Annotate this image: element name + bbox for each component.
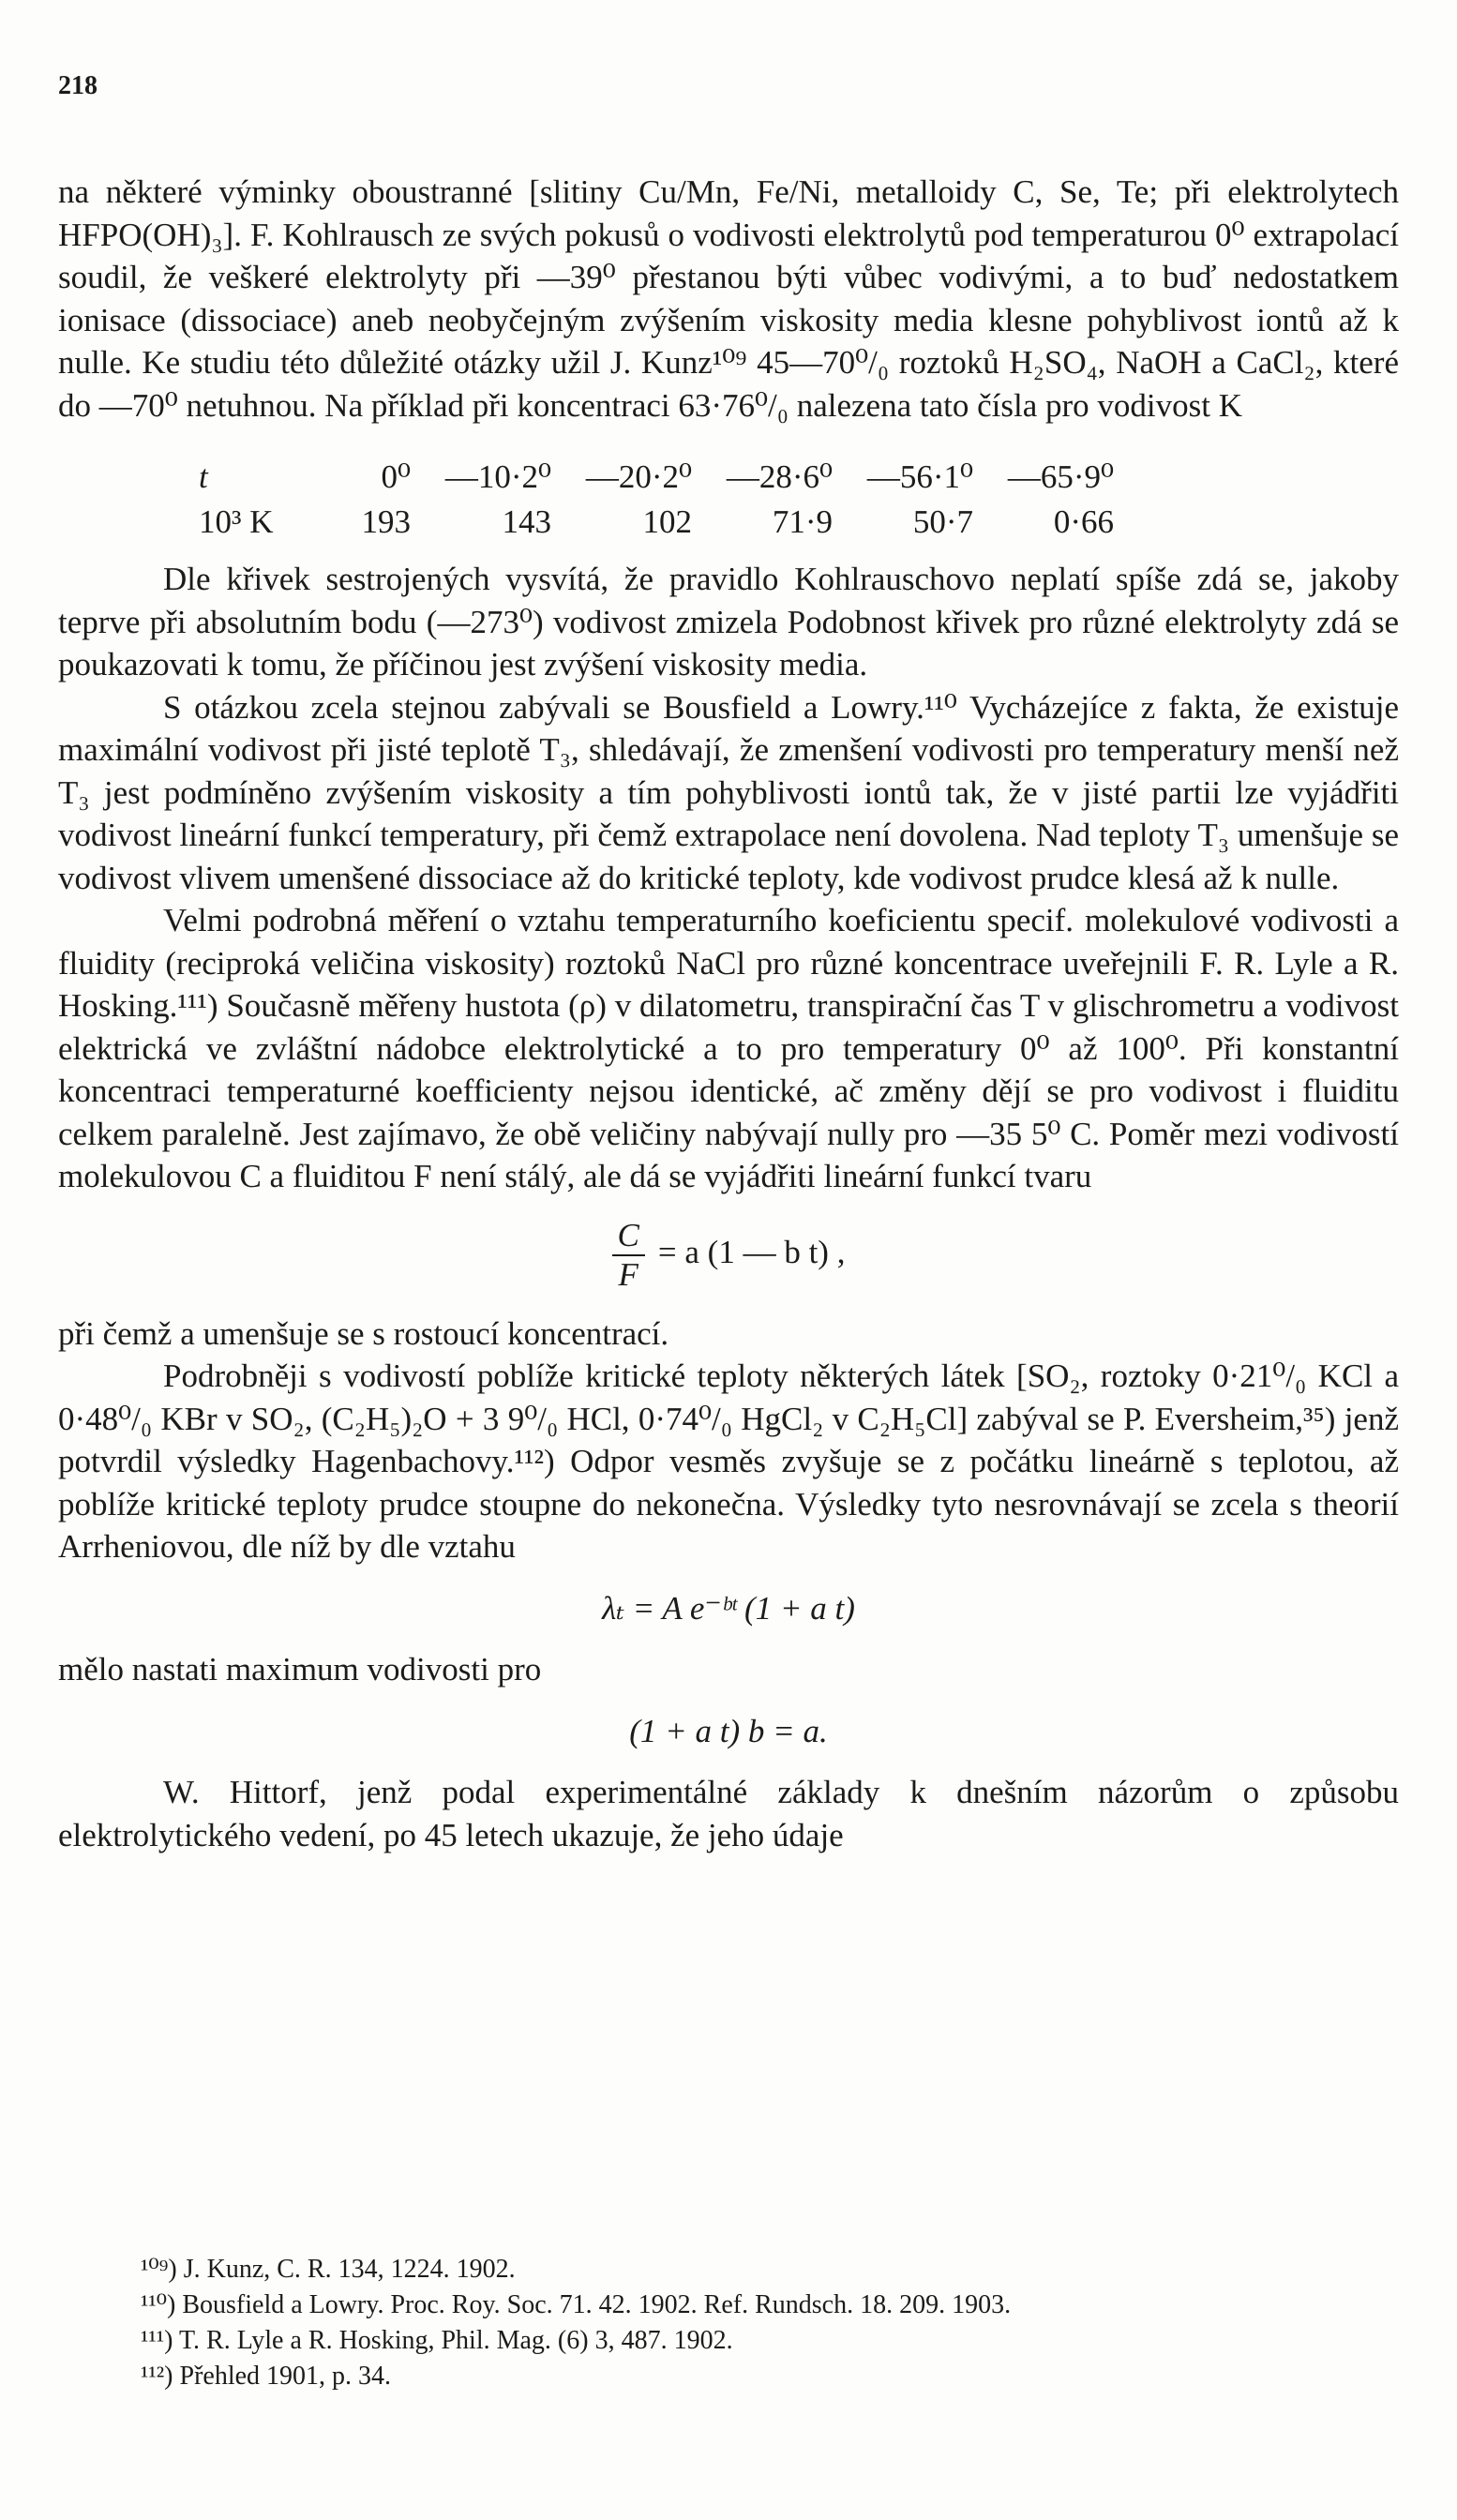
paragraph-4: Velmi podrobná měření o vztahu temperaturního koeficientu specif. molekulové vodivosti a fluidity (reciproká veličina viskosity) roztoků NaCl pro různé koncentrace uveřejnili F. R. Lyle a R. Hosking.¹¹¹) Současně měřeny hustota (ρ) v dilatometru, transpirační čas T v glischrometru a vodivost elektrická ve zvláštní nádobce elektrolytické a to pro temperatury 0⁰ až 100⁰. Při konstantní koncentraci temperaturné koefficienty nejsou identické, ač změny dějí se pro vodivost i fluiditu celkem paralelně. Jest zajímavo, že obě veličiny nabývají nully pro —35 5⁰ C. Poměr mezi vodivostí molekulovou C a fluiditou F není stálý, ale dá se vyjádřiti lineární funkcí tvaru [58,902,1399,1194]
paragraph-6: Podrobněji s vodivostí poblíže kritické teploty některých látek [SO₂, roztoky 0·21⁰/₀ KCl a 0·48⁰/₀ KBr v SO₂, (C₂H₅)₂O + 3 9⁰/₀ HCl, 0·74⁰/₀ HgCl₂ v C₂H₅Cl] zabýval se P. Eversheim,³⁵) jenž potvrdil výsledky Hagenbachovy.¹¹²) Odpor vesměs zvyšuje se z počátku lineárně s teplotou, až poblíže kritické teploty prudce stoupne do nekonečna. Výsledky tyto nesrovnávají se zcela s theorií Arrheniovou, dle níž by dle vztahu [58,1358,1399,1565]
equation-2: λₜ = A e⁻ᵇᵗ (1 + a t) [602,1589,855,1627]
equation-rhs: = a (1 — b t) , [657,1233,846,1270]
conductivity-table [199,455,1114,545]
footnote: ¹⁰⁹) J. Kunz, C. R. 134, 1224. 1902. [141,2255,516,2284]
table-cell: 50·7 [912,503,973,540]
table-cell: 0⁰ [381,458,411,495]
paragraph-7: mělo nastati maximum vodivosti pro [58,1651,542,1688]
fraction-numerator: C [612,1217,645,1256]
footnotes [141,2252,1397,2394]
fraction-denominator: F [618,1255,638,1293]
table-cell: 71·9 [772,503,833,540]
table-row [199,455,1114,500]
table-cell: 193 [361,503,411,540]
table-cell: —10·2⁰ [444,458,551,495]
paragraph-2: Dle křivek sestrojených vysvítá, že pravidlo Kohlrauschovo neplatí spíše zdá se, jakoby teprve při absolutním bodu (—273⁰) vodivost zmizela Podobnost křivek pro různé elektrolyty zdá se poukazovati k tomu, že příčinou jest zvýšení viskosity media. [58,561,1399,682]
footnote: ¹¹⁰) Bousfield a Lowry. Proc. Roy. Soc. 71. 42. 1902. Ref. Rundsch. 18. 209. 1903. [141,2290,1012,2319]
table-cell: 102 [642,503,692,540]
fraction [612,1217,645,1294]
body-text [58,171,1399,1856]
paragraph-3: S otázkou zcela stejnou zabývali se Bousfield a Lowry.¹¹⁰ Vycházejíce z fakta, že existuje maximální vodivost při jisté teplotě T₃, shledávají, že zmenšení vodivosti pro temperatury menší než T₃ jest podmíněno zvýšením viskosity a tím pohyblivosti iontů tak, že v jisté partii lze vyjádřiti vodivost lineární funkcí temperatury, při čemž extrapolace není dovolena. Nad teploty T₃ umenšuje se vodivost vlivem umenšené dissociace až do kritické teploty, kde vodivost prudce klesá až k nulle. [58,688,1399,896]
table-cell: 0·66 [1053,503,1114,540]
table-cell: —56·1⁰ [866,458,973,495]
equation-1 [58,1217,1399,1294]
equation-3: (1 + a t) b = a. [629,1712,828,1749]
table-cell: 143 [502,503,551,540]
footnote: ¹¹²) Přehled 1901, p. 34. [141,2362,392,2391]
table-cell: —28·6⁰ [726,458,833,495]
paragraph-1: na některé výminky oboustranné [slitiny Cu/Mn, Fe/Ni, metalloidy C, Se, Te; při elektrolytech HFPO(OH)₃]. F. Kohlrausch ze svých pokusů o vodivosti elektrolytů pod temperaturou 0⁰ extrapolací soudil, že veškeré elektrolyty při —39⁰ přestanou býti vůbec vodivými, a to buď nedostatkem ionisace (dissociace) aneb neobyčejným zvýšením viskosity media klesne pohyblivost iontů až k nulle. Ke studiu této důležité otázky užil J. Kunz¹⁰⁹ 45—70⁰/₀ roztoků H₂SO₄, NaOH a CaCl₂, které do —70⁰ netuhnou. Na příklad při koncentraci 63·76⁰/₀ nalezena tato čísla pro vodivost K [58,173,1399,424]
paragraph-8: W. Hittorf, jenž podal experimentálné základy k dnešním názorům o způsobu elektrolytického vedení, po 45 letech ukazuje, že jeho údaje [58,1774,1399,1853]
table-row [199,500,1114,545]
table-row-label: t [199,458,208,495]
table-cell: —65·9⁰ [1007,458,1114,495]
table-row-label: 10³ K [199,503,274,540]
page-number: 218 [58,71,98,100]
paragraph-5: při čemž a umenšuje se s rostoucí koncentrací. [58,1314,669,1352]
footnote: ¹¹¹) T. R. Lyle a R. Hosking, Phil. Mag. (6) 3, 487. 1902. [141,2326,733,2355]
table-cell: —20·2⁰ [585,458,692,495]
